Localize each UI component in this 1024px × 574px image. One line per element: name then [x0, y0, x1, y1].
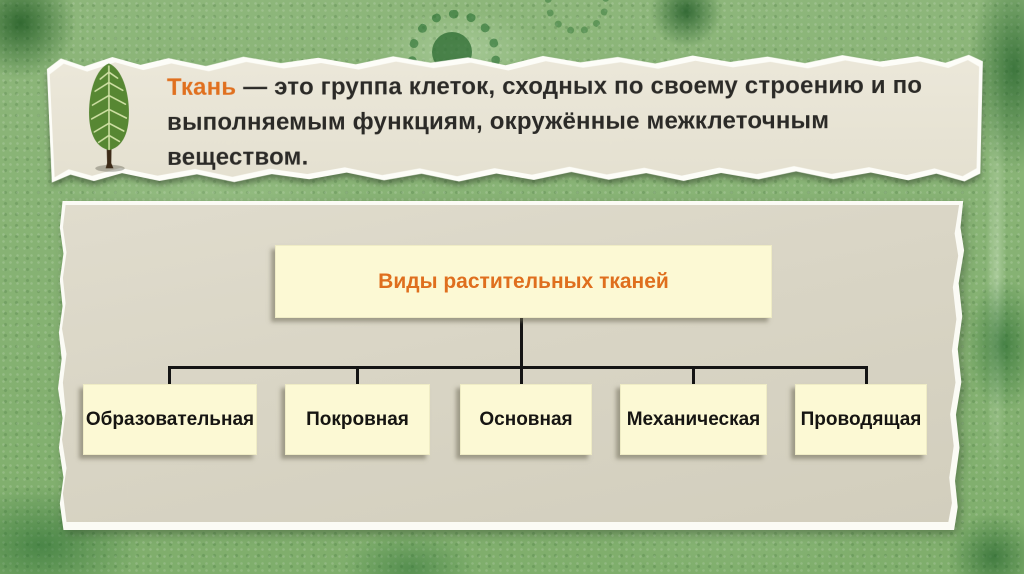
- tissue-definition-text: [167, 68, 967, 175]
- definition-body: — это группа клеток, сходных по своему строению и по выполняемым функциям, окружённые межклеточным веществом.: [166, 71, 923, 171]
- connector-drop-5: [865, 366, 868, 385]
- connector-drop-4: [692, 366, 695, 385]
- diagram-child-box-mechanical: Механическая: [620, 384, 767, 455]
- leaf-tree-icon: [83, 57, 135, 179]
- diagram-root-box: Виды растительных тканей: [275, 245, 772, 318]
- connector-drop-3: [520, 366, 523, 385]
- definition-term: Ткань: [166, 73, 237, 101]
- connector-horizontal-rail: [168, 366, 868, 369]
- diagram-child-box-conducting: Проводящая: [795, 384, 927, 455]
- diagram-child-box-covering: Покровная: [285, 384, 430, 455]
- diagram-child-box-ground: Основная: [460, 384, 592, 455]
- connector-drop-2: [356, 366, 359, 385]
- diagram-child-box-educational: Образовательная: [83, 384, 257, 455]
- connector-root-stem: [520, 316, 523, 367]
- connector-drop-1: [168, 366, 171, 385]
- definition-banner: [47, 51, 983, 185]
